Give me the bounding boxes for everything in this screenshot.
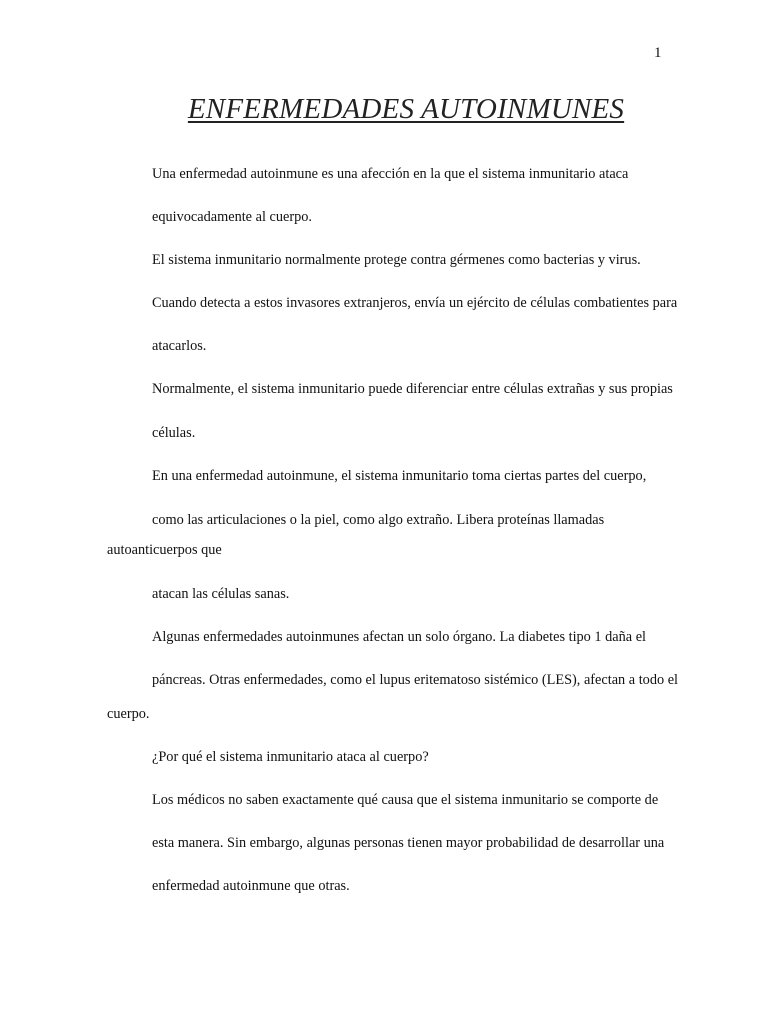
text-line: como las articulaciones o la piel, como algo extraño. Libera proteínas llamadas xyxy=(152,512,605,528)
text-line: En una enfermedad autoinmune, el sistema inmunitario toma ciertas partes del cuerpo, xyxy=(152,468,647,484)
text-line: enfermedad autoinmune que otras. xyxy=(152,878,350,894)
text-line: Normalmente, el sistema inmunitario puede diferenciar entre células extrañas y sus propias xyxy=(152,381,673,397)
text-line: Los médicos no saben exactamente qué causa que el sistema inmunitario se comporte de xyxy=(152,792,659,808)
text-line: atacan las células sanas. xyxy=(152,586,290,602)
page-number: 1 xyxy=(654,45,662,61)
text-line: ¿Por qué el sistema inmunitario ataca al cuerpo? xyxy=(152,749,429,765)
text-line: El sistema inmunitario normalmente protege contra gérmenes como bacterias y virus. xyxy=(152,252,641,268)
text-line: atacarlos. xyxy=(152,338,207,354)
text-line: autoanticuerpos que xyxy=(107,542,222,558)
text-line: esta manera. Sin embargo, algunas personas tienen mayor probabilidad de desarrollar una xyxy=(152,835,665,851)
text-line: páncreas. Otras enfermedades, como el lupus eritematoso sistémico (LES), afectan a todo el xyxy=(152,672,679,688)
text-line: Una enfermedad autoinmune es una afección en la que el sistema inmunitario ataca xyxy=(152,166,629,182)
text-line: Algunas enfermedades autoinmunes afectan un solo órgano. La diabetes tipo 1 daña el xyxy=(152,629,647,645)
text-line: Cuando detecta a estos invasores extranjeros, envía un ejército de células combatientes para xyxy=(152,295,678,311)
text-line: células. xyxy=(152,425,196,441)
text-line: equivocadamente al cuerpo. xyxy=(152,209,312,225)
document-title: ENFERMEDADES AUTOINMUNES xyxy=(187,93,625,125)
text-line: cuerpo. xyxy=(107,706,150,722)
